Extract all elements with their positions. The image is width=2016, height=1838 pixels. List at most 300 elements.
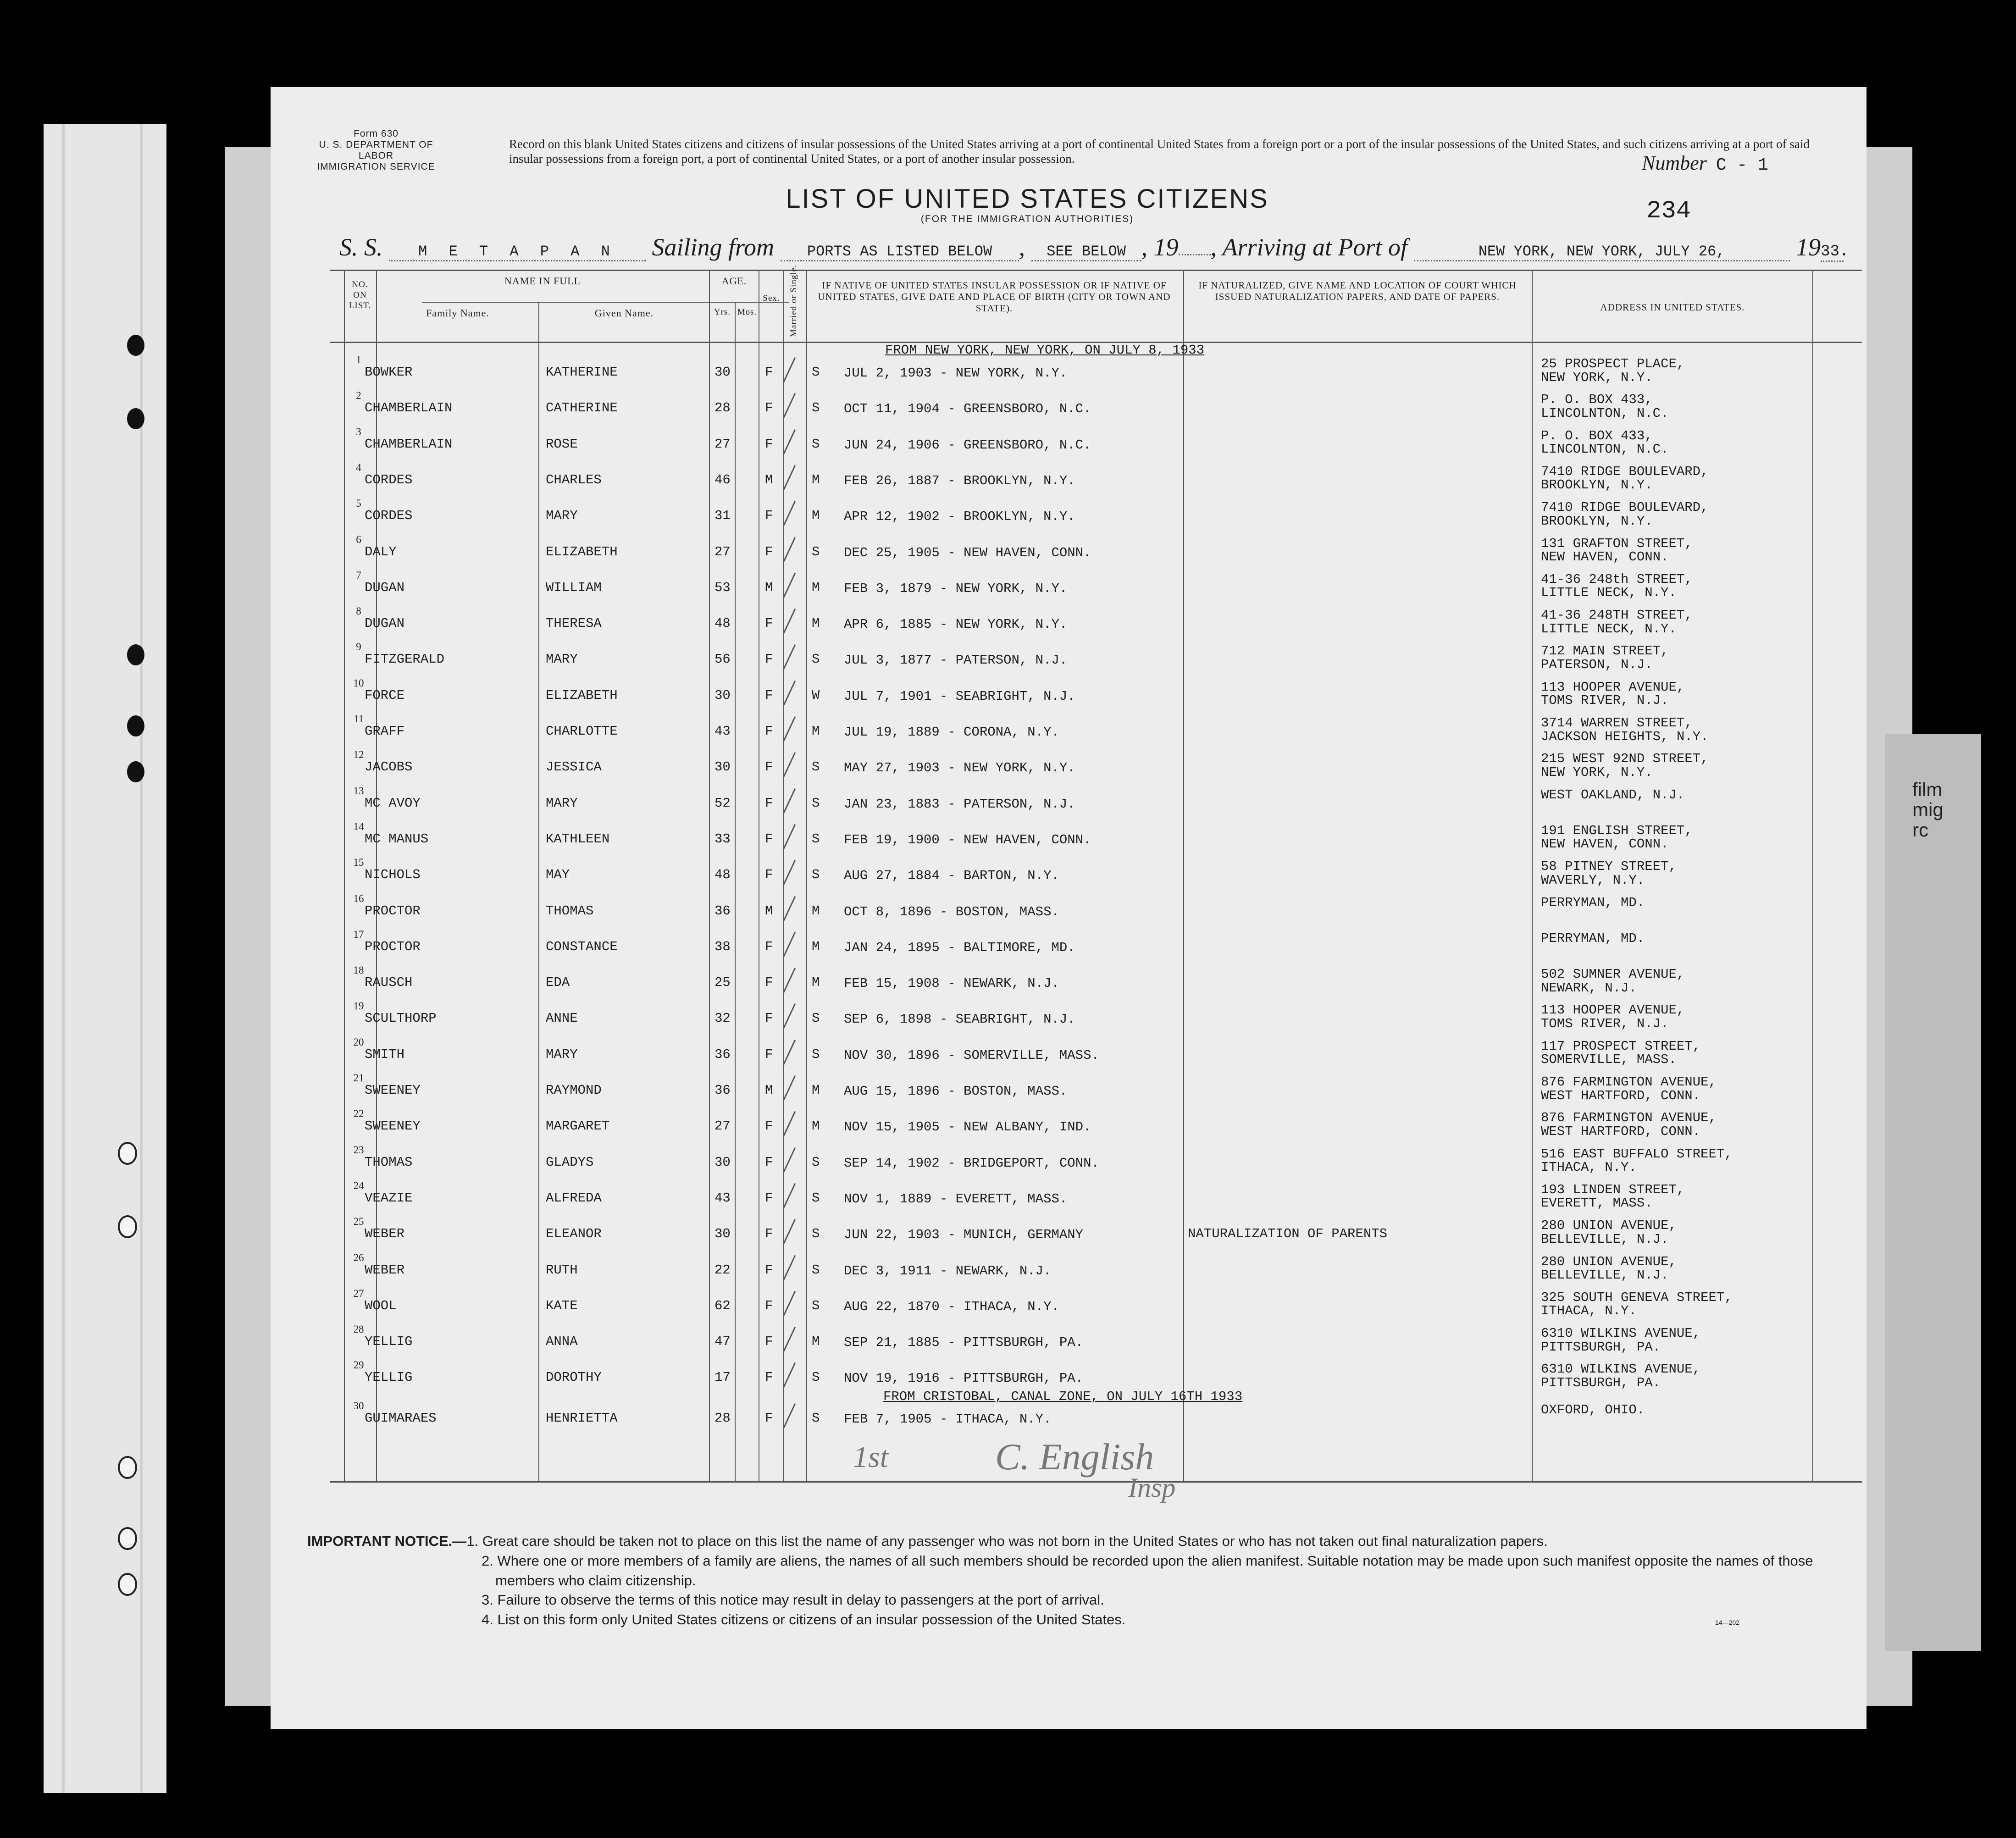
header-age: AGE.: [721, 275, 747, 287]
check-mark-icon: [783, 429, 796, 454]
family-name: DUGAN: [365, 616, 405, 631]
check-mark-icon: [783, 1075, 796, 1100]
row-number: 19: [353, 1000, 364, 1012]
given-name: MARY: [546, 1046, 578, 1062]
year-label: 19: [1153, 233, 1179, 261]
sex: F: [765, 1370, 773, 1385]
sex: F: [765, 1046, 773, 1062]
family-name: DALY: [365, 544, 397, 559]
given-name: ANNA: [546, 1334, 578, 1350]
family-name: YELLIG: [365, 1334, 413, 1350]
marital-status: M: [812, 724, 820, 739]
given-name: HENRIETTA: [546, 1410, 618, 1426]
family-name: SWEENEY: [365, 1118, 421, 1134]
table-row: [271, 1108, 1866, 1150]
row-number: 25: [353, 1216, 364, 1228]
birth-date-place: JAN 24, 1895 - BALTIMORE, MD.: [844, 940, 1075, 955]
form-identifier: [307, 128, 445, 173]
naturalization: NATURALIZATION OF PARENTS: [1188, 1226, 1388, 1242]
birth-date-place: JUL 3, 1877 - PATERSON, N.J.: [844, 653, 1068, 668]
birth-date-place: SEP 14, 1902 - BRIDGEPORT, CONN.: [844, 1155, 1099, 1171]
punch-hole: [118, 1142, 137, 1165]
given-name: ELIZABETH: [546, 687, 618, 703]
given-name: THOMAS: [546, 903, 594, 919]
row-number: 30: [353, 1400, 364, 1412]
table-row: [271, 605, 1866, 647]
birth-date-place: JUL 7, 1901 - SEABRIGHT, N.J.: [844, 688, 1075, 704]
inspector-initials: 1st: [853, 1440, 889, 1474]
punch-hole: [127, 715, 144, 736]
ship-name: M E T A P A N: [389, 243, 646, 261]
family-name: VEAZIE: [365, 1190, 413, 1206]
sex: F: [765, 1011, 773, 1026]
check-mark-icon: [783, 896, 796, 921]
check-mark-icon: [783, 968, 796, 992]
marital-status: S: [812, 544, 820, 559]
notice-lead: IMPORTANT NOTICE.—: [307, 1533, 467, 1549]
sex: F: [765, 687, 773, 703]
marital-status: S: [812, 1154, 820, 1170]
family-name: WEBER: [365, 1226, 405, 1242]
punch-hole: [118, 1527, 137, 1550]
family-name: FITZGERALD: [365, 652, 445, 667]
given-name: ROSE: [546, 436, 578, 452]
table-row: [271, 1144, 1866, 1186]
family-name: MC MANUS: [365, 831, 429, 847]
check-mark-icon: [783, 501, 796, 526]
table-row: [271, 498, 1866, 539]
age-years: 25: [714, 975, 731, 991]
sex: F: [765, 508, 773, 524]
address: 280 UNION AVENUE, BELLEVILLE, N.J.: [1541, 1254, 1677, 1283]
family-name: CHAMBERLAIN: [365, 436, 453, 452]
age-years: 38: [714, 939, 731, 954]
page-title: LIST OF UNITED STATES CITIZENS: [786, 184, 1269, 214]
strip-rule: [62, 124, 65, 1793]
given-name: MARY: [546, 795, 578, 811]
age-years: 36: [714, 1083, 731, 1098]
address: 7410 RIDGE BOULEVARD, BROOKLYN, N.Y.: [1541, 500, 1709, 529]
age-years: 43: [714, 724, 731, 739]
family-name: BOWKER: [365, 365, 413, 380]
table-row: [271, 1287, 1866, 1329]
birth-date-place: DEC 3, 1911 - NEWARK, N.J.: [844, 1263, 1052, 1279]
age-years: 48: [714, 616, 731, 631]
age-years: 31: [714, 508, 731, 524]
given-name: MARY: [546, 652, 578, 667]
birth-date-place: AUG 15, 1896 - BOSTON, MASS.: [844, 1084, 1068, 1099]
address: WEST OAKLAND, N.J.: [1541, 787, 1685, 803]
given-name: CONSTANCE: [546, 939, 618, 954]
table-row: [271, 1216, 1866, 1257]
table-row: [271, 785, 1866, 827]
marital-status: S: [812, 400, 820, 416]
table-row: [271, 641, 1866, 683]
given-name: KATE: [546, 1298, 578, 1313]
family-name: SCULTHORP: [365, 1011, 437, 1026]
row-number: 16: [353, 892, 364, 904]
birth-date-place: SEP 6, 1898 - SEABRIGHT, N.J.: [844, 1012, 1075, 1027]
arriving-label: Arriving at Port of: [1222, 233, 1408, 261]
birth-date-place: FEB 15, 1908 - NEWARK, N.J.: [844, 976, 1059, 991]
age-years: 22: [714, 1262, 731, 1278]
check-mark-icon: [783, 644, 796, 669]
punch-hole: [118, 1215, 137, 1238]
age-subheader-rule: [711, 302, 757, 303]
inspector-title: Insp: [1128, 1473, 1176, 1503]
marital-status: S: [812, 831, 820, 847]
table-row: [271, 569, 1866, 611]
family-name: JACOBS: [365, 759, 413, 775]
given-name: MARY: [546, 508, 578, 524]
address: 25 PROSPECT PLACE, NEW YORK, N.Y.: [1541, 356, 1685, 385]
sailing-label: Sailing from: [652, 233, 775, 261]
family-name: PROCTOR: [365, 939, 421, 954]
family-name: DUGAN: [365, 580, 405, 595]
section-heading-cristobal: FROM CRISTOBAL, CANAL ZONE, ON JULY 16TH 1933: [883, 1389, 1243, 1404]
birth-date-place: FEB 19, 1900 - NEW HAVEN, CONN.: [844, 832, 1091, 847]
important-notice: [307, 1532, 1821, 1630]
page-subtitle: (FOR THE IMMIGRATION AUTHORITIES): [920, 214, 1134, 224]
family-name: MC AVOY: [365, 795, 421, 811]
strip-rule: [140, 124, 143, 1793]
header-address: ADDRESS IN UNITED STATES.: [1600, 302, 1745, 313]
sex: M: [765, 472, 773, 487]
check-mark-icon: [783, 537, 796, 562]
given-name: RAYMOND: [546, 1083, 602, 1098]
given-name: ELIZABETH: [546, 544, 618, 559]
row-number: 4: [356, 461, 361, 473]
age-years: 36: [714, 1046, 731, 1062]
check-mark-icon: [783, 824, 796, 849]
birth-date-place: DEC 25, 1905 - NEW HAVEN, CONN.: [844, 545, 1091, 560]
department-name: U. S. DEPARTMENT OF LABOR: [319, 139, 433, 161]
family-name: WOOL: [365, 1298, 397, 1313]
birth-date-place: NOV 30, 1896 - SOMERVILLE, MASS.: [844, 1047, 1099, 1063]
family-name: NICHOLS: [365, 867, 421, 883]
age-years: 28: [714, 400, 731, 416]
family-name: RAUSCH: [365, 975, 413, 991]
marital-status: S: [812, 1262, 820, 1278]
given-name: GLADYS: [546, 1154, 594, 1170]
table-row: [271, 964, 1866, 1006]
punch-hole: [118, 1573, 137, 1596]
family-name: CHAMBERLAIN: [365, 400, 453, 416]
marital-status: S: [812, 1046, 820, 1062]
row-number: 5: [356, 498, 361, 509]
marital-status: S: [812, 365, 820, 380]
sex: F: [765, 1226, 773, 1242]
family-name: YELLIG: [365, 1370, 413, 1385]
check-mark-icon: [783, 1255, 796, 1280]
address: 113 HOOPER AVENUE, TOMS RIVER, N.J.: [1541, 679, 1685, 709]
family-name: FORCE: [365, 687, 405, 703]
marital-status: M: [812, 580, 820, 595]
given-name: RUTH: [546, 1262, 578, 1278]
sex: F: [765, 1190, 773, 1206]
marital-status: M: [812, 1334, 820, 1350]
check-mark-icon: [783, 752, 796, 777]
adjacent-sheet-text: film mig rc: [1912, 779, 1944, 841]
birth-date-place: FEB 7, 1905 - ITHACA, N.Y.: [844, 1411, 1052, 1427]
birth-date-place: JAN 23, 1883 - PATERSON, N.J.: [844, 796, 1075, 812]
table-row: [271, 1251, 1866, 1294]
row-number: 27: [353, 1287, 364, 1299]
sex: F: [765, 867, 773, 883]
given-name: DOROTHY: [546, 1370, 602, 1385]
sex: M: [765, 1083, 773, 1098]
form-print-code: 14—202: [1715, 1619, 1739, 1626]
address: PERRYMAN, MD.: [1541, 930, 1645, 946]
row-number: 8: [356, 605, 361, 617]
list-number: [1642, 151, 1768, 175]
marital-status: S: [812, 1226, 820, 1242]
punch-hole: [127, 335, 144, 356]
row-number: 9: [356, 641, 361, 653]
row-number: 14: [353, 820, 364, 832]
sailing-year: [1179, 254, 1211, 255]
row-number: 23: [353, 1144, 364, 1156]
age-years: 27: [714, 544, 731, 559]
given-name: MAY: [546, 867, 570, 883]
check-mark-icon: [783, 681, 796, 705]
row-number: 11: [353, 713, 364, 725]
address: 191 ENGLISH STREET, NEW HAVEN, CONN.: [1541, 823, 1693, 852]
given-name: ELEANOR: [546, 1226, 602, 1242]
address: 325 SOUTH GENEVA STREET, ITHACA, N.Y.: [1541, 1290, 1733, 1319]
address: 113 HOOPER AVENUE, TOMS RIVER, N.J.: [1541, 1002, 1685, 1031]
age-years: 27: [714, 1118, 731, 1134]
birth-date-place: OCT 11, 1904 - GREENSBORO, N.C.: [844, 401, 1091, 417]
table-row: [271, 1036, 1866, 1078]
header-mos: Mos.: [737, 307, 757, 317]
marital-status: M: [812, 939, 820, 954]
sex: F: [765, 759, 773, 775]
row-number: 29: [353, 1359, 364, 1371]
family-name: CORDES: [365, 472, 413, 487]
table-row: [271, 1072, 1866, 1114]
punch-hole: [118, 1456, 137, 1479]
marital-status: S: [812, 759, 820, 775]
table-row: [271, 892, 1866, 935]
age-years: 17: [714, 1370, 731, 1385]
birth-date-place: NOV 1, 1889 - EVERETT, MASS.: [844, 1191, 1068, 1207]
sex: F: [765, 939, 773, 954]
birth-date-place: JUL 2, 1903 - NEW YORK, N.Y.: [844, 365, 1068, 381]
sex: F: [765, 616, 773, 631]
age-years: 52: [714, 795, 731, 811]
birth-date-place: AUG 22, 1870 - ITHACA, N.Y.: [844, 1299, 1059, 1314]
check-mark-icon: [783, 465, 796, 490]
notice-item-text: 1. Great care should be taken not to place on this list the name of any passenger who was not born in the United States or who has not taken out final naturalization papers.: [466, 1533, 1548, 1549]
table-row: [271, 461, 1866, 504]
marital-status: M: [812, 472, 820, 487]
sex: F: [765, 1262, 773, 1278]
given-name: CHARLOTTE: [546, 724, 618, 739]
age-years: 28: [714, 1410, 731, 1426]
form-instructions: Record on this blank United States citizens and citizens of insular possessions of the United States arriving at a port of continental United States from a foreign port or a port of the insular possessions of the United States, and such citizens arriving at a port of said insular possessions from a foreign port, a port of continental United States, or a port of another insular possession.: [509, 137, 1810, 166]
check-mark-icon: [783, 573, 796, 598]
family-name: GUIMARAES: [365, 1410, 437, 1426]
header-sex: Sex.: [763, 293, 780, 303]
table-row: [271, 1323, 1866, 1365]
family-name: SMITH: [365, 1046, 405, 1062]
birth-date-place: AUG 27, 1884 - BARTON, N.Y.: [844, 868, 1059, 884]
check-mark-icon: [783, 1219, 796, 1244]
punch-hole: [127, 761, 144, 782]
given-name: MARGARET: [546, 1118, 610, 1134]
given-name: EDA: [546, 975, 570, 991]
table-row: [271, 749, 1866, 791]
row-number: 22: [353, 1108, 364, 1120]
check-mark-icon: [783, 393, 796, 418]
given-name: WILLIAM: [546, 580, 602, 595]
row-number: 7: [356, 569, 361, 581]
arriving-year: 33.: [1821, 243, 1844, 262]
age-years: 47: [714, 1334, 731, 1350]
row-number: 13: [353, 785, 364, 797]
table-row: [271, 1359, 1866, 1401]
check-mark-icon: [783, 1040, 796, 1064]
address: 131 GRAFTON STREET, NEW HAVEN, CONN.: [1541, 536, 1693, 565]
table-row: [271, 390, 1866, 432]
check-mark-icon: [783, 1327, 796, 1351]
birth-date-place: JUL 19, 1889 - CORONA, N.Y.: [844, 725, 1059, 740]
sex: F: [765, 1118, 773, 1134]
punch-hole: [127, 408, 144, 429]
row-number: 6: [356, 533, 361, 545]
sex: F: [765, 975, 773, 991]
header-name-in-full: NAME IN FULL: [504, 275, 581, 287]
sailing-date: SEE BELOW: [1031, 243, 1141, 261]
address: 6310 WILKINS AVENUE, PITTSBURGH, PA.: [1541, 1362, 1701, 1390]
table-row: [271, 1000, 1866, 1042]
sex: F: [765, 544, 773, 559]
address: P. O. BOX 433, LINCOLNTON, N.C.: [1541, 428, 1669, 457]
check-mark-icon: [783, 1291, 796, 1316]
check-mark-icon: [783, 1362, 796, 1387]
age-years: 30: [714, 365, 731, 380]
age-years: 46: [714, 472, 731, 487]
table-row: [271, 677, 1866, 719]
birth-date-place: MAY 27, 1903 - NEW YORK, N.Y.: [844, 760, 1075, 776]
sex: F: [765, 724, 773, 739]
address: PERRYMAN, MD.: [1541, 895, 1645, 910]
table-row: [271, 713, 1866, 755]
given-name: THERESA: [546, 616, 602, 631]
check-mark-icon: [783, 932, 796, 957]
address: 516 EAST BUFFALO STREET, ITHACA, N.Y.: [1541, 1146, 1733, 1175]
form-number: Form 630: [354, 128, 399, 139]
sex: F: [765, 831, 773, 847]
age-years: 36: [714, 903, 731, 919]
marital-status: W: [812, 687, 820, 703]
marital-status: S: [812, 1410, 820, 1426]
arriving-port: NEW YORK, NEW YORK, JULY 26,: [1414, 243, 1790, 261]
marital-status: S: [812, 795, 820, 811]
birth-date-place: NOV 15, 1905 - NEW ALBANY, IND.: [844, 1119, 1091, 1135]
section-heading-new-york: FROM NEW YORK, NEW YORK, ON JULY 8, 1933: [885, 343, 1205, 358]
address: 41-36 248TH STREET, LITTLE NECK, N.Y.: [1541, 608, 1693, 637]
given-name: CATHERINE: [546, 400, 618, 416]
birth-date-place: NOV 19, 1916 - PITTSBURGH, PA.: [844, 1371, 1084, 1386]
given-name: ANNE: [546, 1011, 578, 1026]
check-mark-icon: [783, 1183, 796, 1208]
address: 58 PITNEY STREET, WAVERLY, N.Y.: [1541, 859, 1677, 888]
number-value: C - 1: [1716, 155, 1768, 175]
page-stamp: 234: [1646, 197, 1691, 225]
marital-status: S: [812, 867, 820, 883]
adjacent-sheet: [1885, 734, 1981, 1651]
given-name: KATHLEEN: [546, 831, 610, 847]
header-birth: IF NATIVE OF UNITED STATES INSULAR POSSESSION OR IF NATIVE OF UNITED STATES, GIVE DATE AND PLACE OF BIRTH (CITY OR TOWN AND STATE).: [818, 280, 1171, 314]
sex: M: [765, 903, 773, 919]
family-name: WEBER: [365, 1262, 405, 1278]
address: 41-36 248th STREET, LITTLE NECK, N.Y.: [1541, 571, 1693, 601]
check-mark-icon: [783, 1111, 796, 1136]
age-years: 33: [714, 831, 731, 847]
sailing-from: PORTS AS LISTED BELOW: [781, 243, 1019, 261]
inspector-signature: C. English: [995, 1436, 1154, 1478]
marital-status: M: [812, 508, 820, 524]
check-mark-icon: [783, 716, 796, 741]
notice-item: 4. List on this form only United States citizens or citizens of an insular possession of the United States.: [482, 1611, 1126, 1628]
check-mark-icon: [783, 1403, 796, 1428]
address: 3714 WARREN STREET, JACKSON HEIGHTS, N.Y.: [1541, 715, 1709, 744]
header-given-name: Given Name.: [594, 307, 654, 319]
age-years: 27: [714, 436, 731, 452]
sex: M: [765, 580, 773, 595]
family-name: PROCTOR: [365, 903, 421, 919]
marital-status: M: [812, 1118, 820, 1134]
address: 215 WEST 92ND STREET, NEW YORK, N.Y.: [1541, 751, 1709, 780]
address: P. O. BOX 433, LINCOLNTON, N.C.: [1541, 392, 1669, 421]
birth-date-place: JUN 22, 1903 - MUNICH, GERMANY: [844, 1227, 1084, 1243]
marital-status: S: [812, 436, 820, 452]
family-name: THOMAS: [365, 1154, 413, 1170]
notice-item: [307, 1532, 1821, 1551]
table-bottom-rule: [330, 1481, 1862, 1483]
check-mark-icon: [783, 788, 796, 813]
check-mark-icon: [783, 1003, 796, 1028]
row-number: 17: [353, 928, 364, 940]
header-married-single: Married or Single.: [789, 265, 798, 337]
table-row: [271, 533, 1866, 576]
address: 876 FARMINGTON AVENUE, WEST HARTFORD, CONN.: [1541, 1110, 1717, 1139]
row-number: 26: [353, 1251, 364, 1263]
birth-date-place: APR 6, 1885 - NEW YORK, N.Y.: [844, 617, 1068, 632]
header-naturalized: IF NATURALIZED, GIVE NAME AND LOCATION OF COURT WHICH ISSUED NATURALIZATION PAPERS, AND DATE OF PAPERS.: [1198, 280, 1517, 303]
notice-item: 2. Where one or more members of a family are aliens, the names of all such members should be recorded upon the alien manifest. Suitable notation may be made upon such manifest opposite the names of those members who claim citizenship.: [482, 1552, 1813, 1589]
age-years: 32: [714, 1011, 731, 1026]
address: 876 FARMINGTON AVENUE, WEST HARTFORD, CONN.: [1541, 1074, 1717, 1103]
age-years: 30: [714, 759, 731, 775]
birth-date-place: JUN 24, 1906 - GREENSBORO, N.C.: [844, 437, 1091, 453]
check-mark-icon: [783, 357, 796, 382]
sex: F: [765, 1154, 773, 1170]
sex: F: [765, 365, 773, 380]
address: OXFORD, OHIO.: [1541, 1402, 1645, 1417]
age-years: 56: [714, 652, 731, 667]
marital-status: S: [812, 1370, 820, 1385]
header-family-name: Family Name.: [426, 307, 489, 319]
sex: F: [765, 400, 773, 416]
birth-date-place: APR 12, 1902 - BROOKLYN, N.Y.: [844, 509, 1075, 525]
marital-status: M: [812, 975, 820, 991]
sex: F: [765, 1334, 773, 1350]
address: 502 SUMNER AVENUE, NEWARK, N.J.: [1541, 967, 1685, 996]
table-row: [271, 928, 1866, 970]
